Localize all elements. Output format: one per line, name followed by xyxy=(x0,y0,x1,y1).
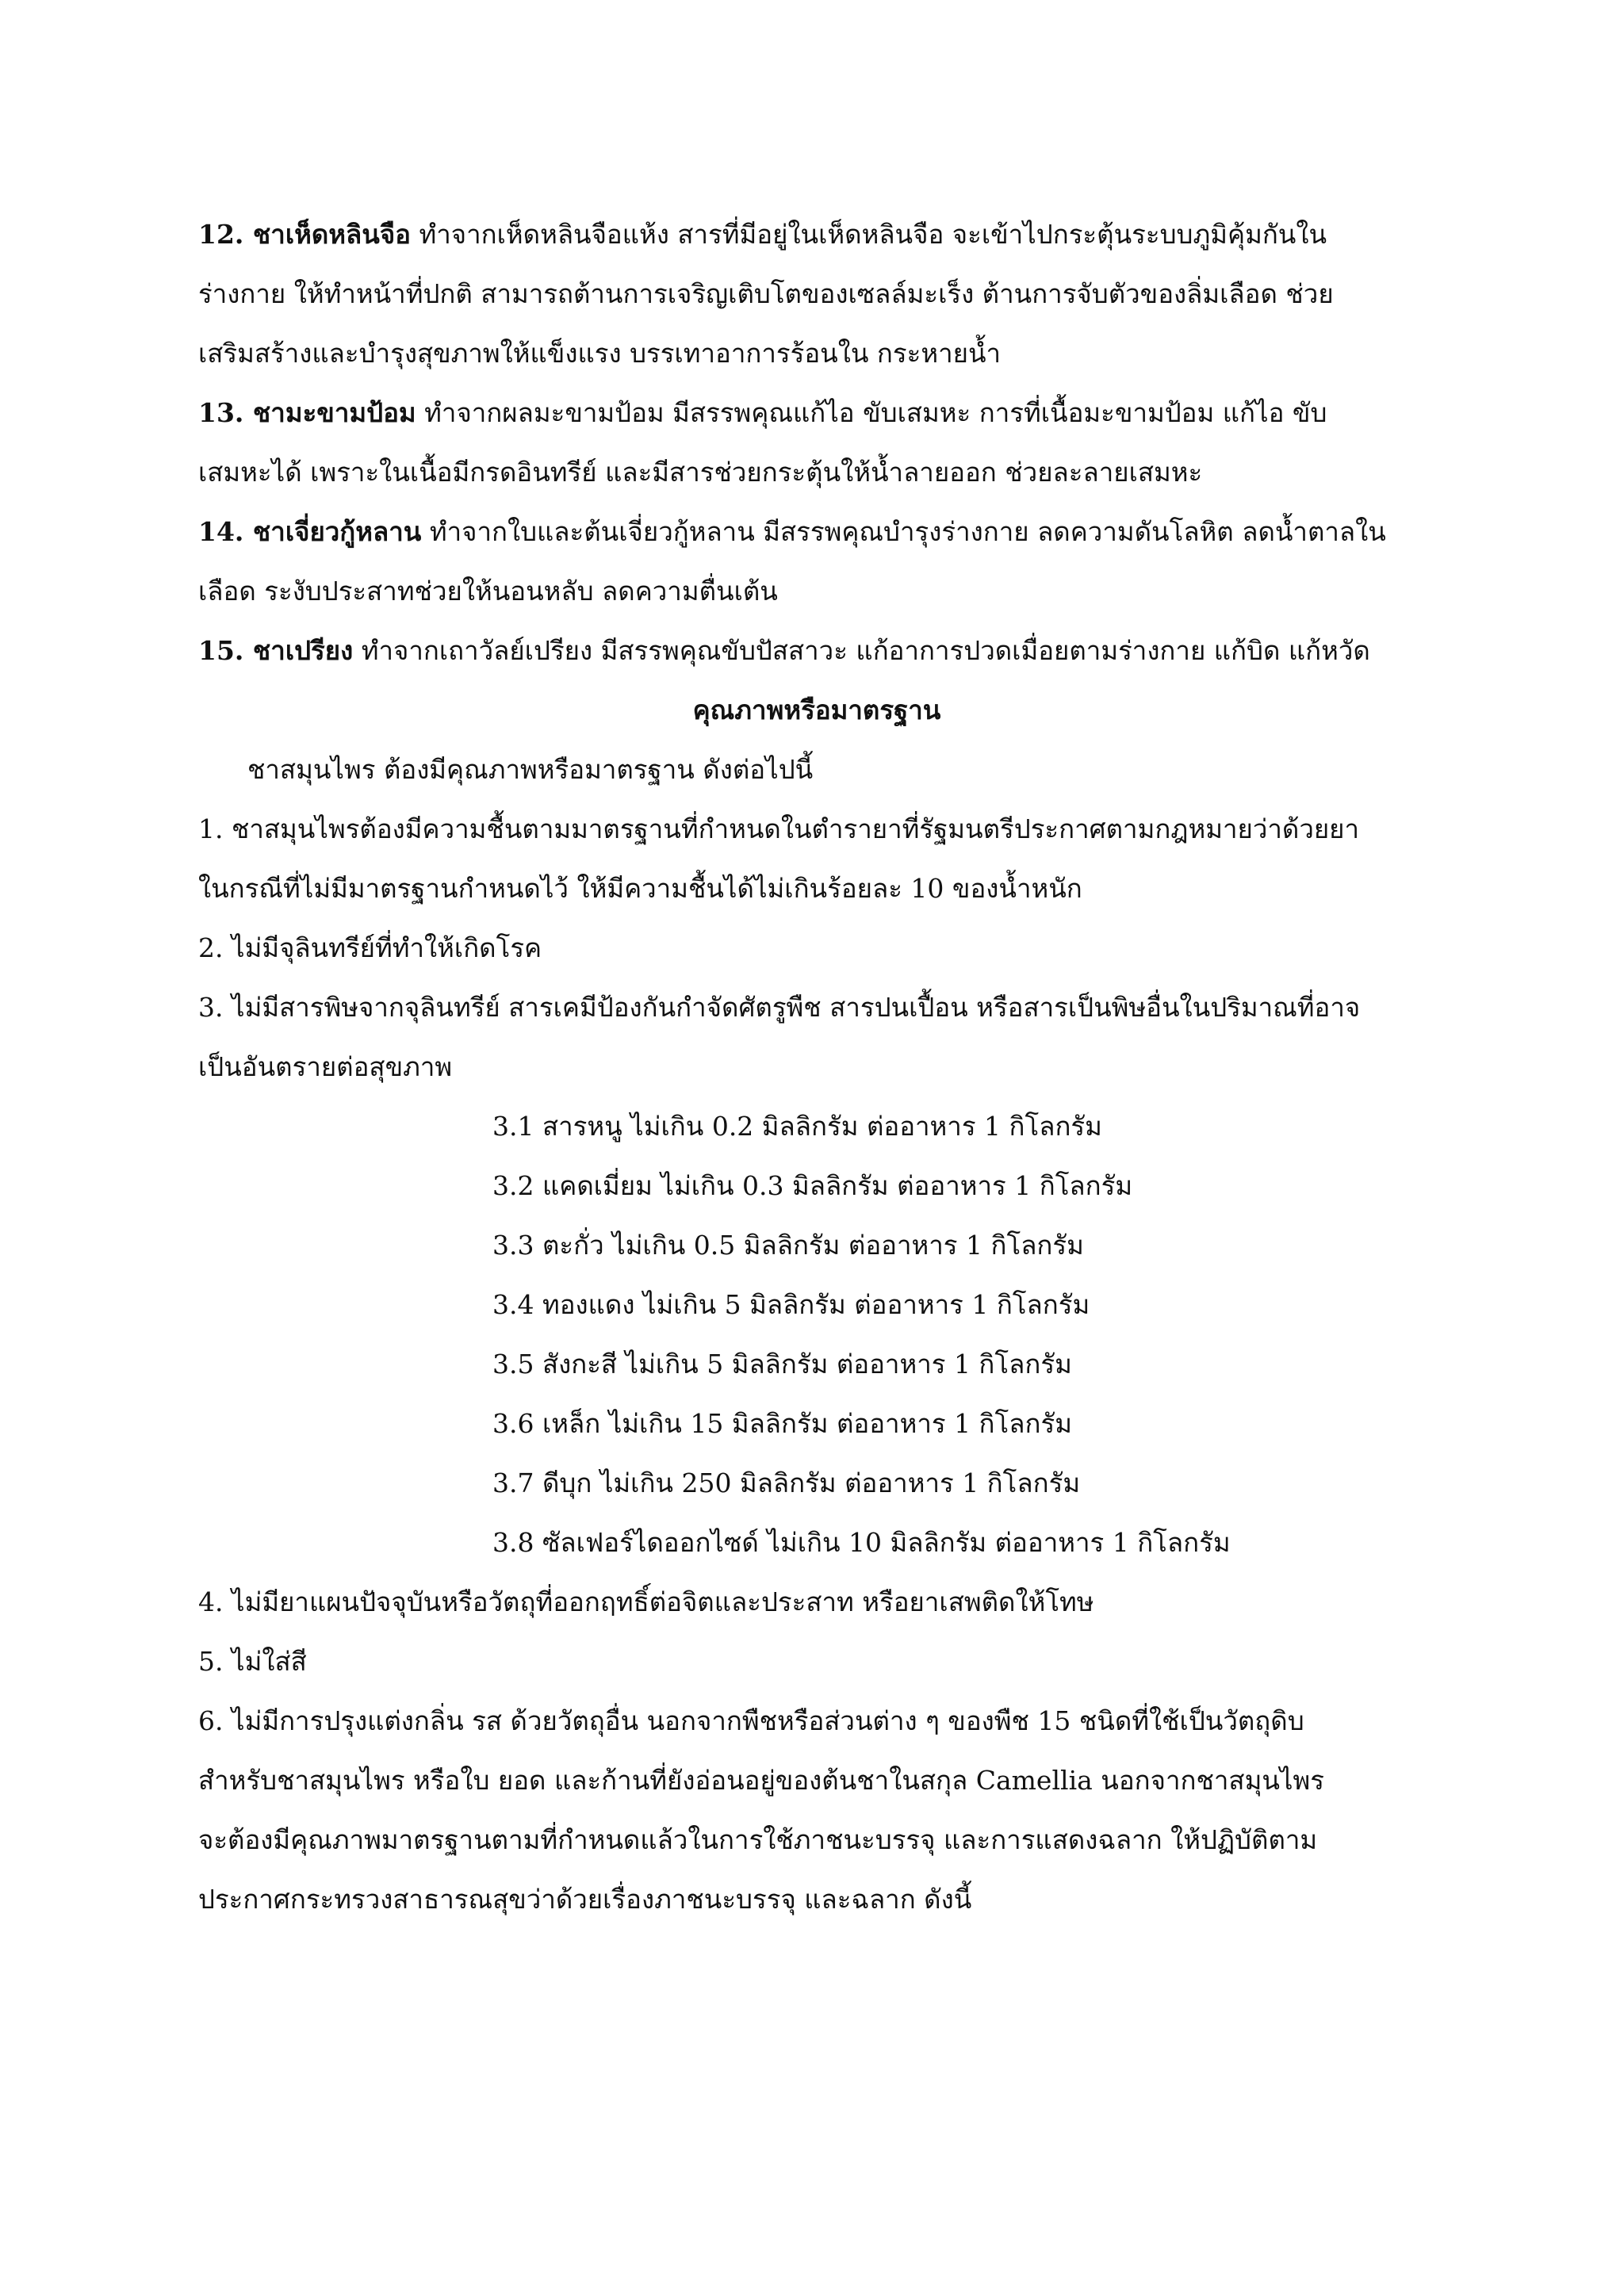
standard-text: 2. ไม่มีจุลินทรีย์ที่ทำให้เกิดโรค xyxy=(198,932,542,963)
standard-item-2 xyxy=(198,918,1435,978)
item-title: 15. ชาเปรียง xyxy=(198,635,354,666)
standard-text: 3. ไม่มีสารพิษจากจุลินทรีย์ สารเคมีป้องกันกำจัดศัตรูพืช สารปนเปื้อน หรือสารเป็นพิษอื่นในปริมาณที่อาจ xyxy=(198,992,1361,1023)
standard-item-6 xyxy=(198,1691,1435,1929)
item-text: ทำจากเห็ดหลินจือแห้ง สารที่มีอยู่ในเห็ดหลินจือ จะเข้าไปกระตุ้นระบบภูมิคุ้มกันใน xyxy=(410,219,1327,250)
standard-text: ในกรณีที่ไม่มีมาตรฐานกำหนดไว้ ให้มีความชื้นได้ไม่เกินร้อยละ 10 ของน้ำหนัก xyxy=(198,873,1082,904)
item-text: เสริมสร้างและบำรุงสุขภาพให้แข็งแรง บรรเทาอาการร้อนใน กระหายน้ำ xyxy=(198,338,1002,369)
item-text: เสมหะได้ เพราะในเนื้อมีกรดอินทรีย์ และมีสารช่วยกระตุ้นให้น้ำลายออก ช่วยละลายเสมหะ xyxy=(198,457,1203,488)
item-title: 12. ชาเห็ดหลินจือ xyxy=(198,219,411,250)
standard-text: สำหรับชาสมุนไพร หรือใบ ยอด และก้านที่ยังอ่อนอยู่ของต้นชาในสกุล Camellia นอกจากชาสมุนไพร xyxy=(198,1765,1324,1796)
contaminant-limit-item: 3.8 ซัลเฟอร์ไดออกไซด์ ไม่เกิน 10 มิลลิกรัม ต่ออาหาร 1 กิโลกรัม xyxy=(492,1527,1231,1558)
item-text: เลือด ระงับประสาทช่วยให้นอนหลับ ลดความตื่นเต้น xyxy=(198,576,778,607)
standard-item-1 xyxy=(198,799,1435,918)
standard-text: เป็นอันตรายต่อสุขภาพ xyxy=(198,1051,453,1082)
standard-item-4 xyxy=(198,1572,1435,1632)
item-text: ทำจากผลมะขามป้อม มีสรรพคุณแก้ไอ ขับเสมหะ การที่เนื้อมะขามป้อม แก้ไอ ขับ xyxy=(416,397,1327,428)
standard-text: 5. ไม่ใส่สี xyxy=(198,1646,307,1677)
item-text: ทำจากเถาวัลย์เปรียง มีสรรพคุณขับปัสสาวะ แก้อาการปวดเมื่อยตามร่างกาย แก้บิด แก้หวัด xyxy=(353,635,1370,666)
standard-text: 1. ชาสมุนไพรต้องมีความชื้นตามมาตรฐานที่กำหนดในตำรายาที่รัฐมนตรีประกาศตามกฎหมายว่าด้วยยา xyxy=(198,813,1360,844)
item-text: ทำจากใบและต้นเจี่ยวกู้หลาน มีสรรพคุณบำรุงร่างกาย ลดความดันโลหิต ลดน้ำตาลใน xyxy=(421,516,1386,547)
section-heading: คุณภาพหรือมาตรฐาน xyxy=(692,695,941,725)
contaminant-limit-item: 3.6 เหล็ก ไม่เกิน 15 มิลลิกรัม ต่ออาหาร 1 กิโลกรัม xyxy=(492,1408,1072,1439)
contaminant-limit-item: 3.7 ดีบุก ไม่เกิน 250 มิลลิกรัม ต่ออาหาร 1 กิโลกรัม xyxy=(492,1468,1081,1498)
document-body xyxy=(198,205,1435,1929)
item-title: 13. ชามะขามป้อม xyxy=(198,397,416,428)
contaminant-limit-item: 3.1 สารหนู ไม่เกิน 0.2 มิลลิกรัม ต่ออาหาร 1 กิโลกรัม xyxy=(492,1111,1102,1142)
herbal-item-13 xyxy=(198,383,1435,502)
standard-item-3 xyxy=(198,978,1435,1096)
item-text: ร่างกาย ให้ทำหน้าที่ปกติ สามารถต้านการเจริญเติบโตของเซลล์มะเร็ง ต้านการจับตัวของลิ่มเลือด ช่วย xyxy=(198,278,1334,309)
standard-text: จะต้องมีคุณภาพมาตรฐานตามที่กำหนดแล้วในการใช้ภาชนะบรรจุ และการแสดงฉลาก ให้ปฏิบัติตาม xyxy=(198,1824,1318,1855)
standard-text: 4. ไม่มียาแผนปัจจุบันหรือวัตถุที่ออกฤทธิ์ต่อจิตและประสาท หรือยาเสพติดให้โทษ xyxy=(198,1586,1094,1617)
section-intro: ชาสมุนไพร ต้องมีคุณภาพหรือมาตรฐาน ดังต่อไปนี้ xyxy=(247,754,814,785)
herbal-item-15 xyxy=(198,621,1435,680)
standard-text: 6. ไม่มีการปรุงแต่งกลิ่น รส ด้วยวัตถุอื่น นอกจากพืชหรือส่วนต่าง ๆ ของพืช 15 ชนิดที่ใช้เป็นวัตถุดิบ xyxy=(198,1705,1304,1736)
item-title: 14. ชาเจี่ยวกู้หลาน xyxy=(198,516,422,547)
herbal-item-12 xyxy=(198,205,1435,383)
standard-item-5 xyxy=(198,1632,1435,1691)
contaminant-limit-item: 3.2 แคดเมี่ยม ไม่เกิน 0.3 มิลลิกรัม ต่ออาหาร 1 กิโลกรัม xyxy=(492,1170,1133,1201)
contaminant-limit-item: 3.5 สังกะสี ไม่เกิน 5 มิลลิกรัม ต่ออาหาร 1 กิโลกรัม xyxy=(492,1349,1072,1380)
contaminant-limit-item: 3.4 ทองแดง ไม่เกิน 5 มิลลิกรัม ต่ออาหาร 1 กิโลกรัม xyxy=(492,1289,1090,1320)
contaminant-limit-list xyxy=(198,1096,1435,1572)
contaminant-limit-item: 3.3 ตะกั่ว ไม่เกิน 0.5 มิลลิกรัม ต่ออาหาร 1 กิโลกรัม xyxy=(492,1230,1084,1261)
herbal-item-14 xyxy=(198,502,1435,621)
standard-text: ประกาศกระทรวงสาธารณสุขว่าด้วยเรื่องภาชนะบรรจุ และฉลาก ดังนี้ xyxy=(198,1884,972,1915)
